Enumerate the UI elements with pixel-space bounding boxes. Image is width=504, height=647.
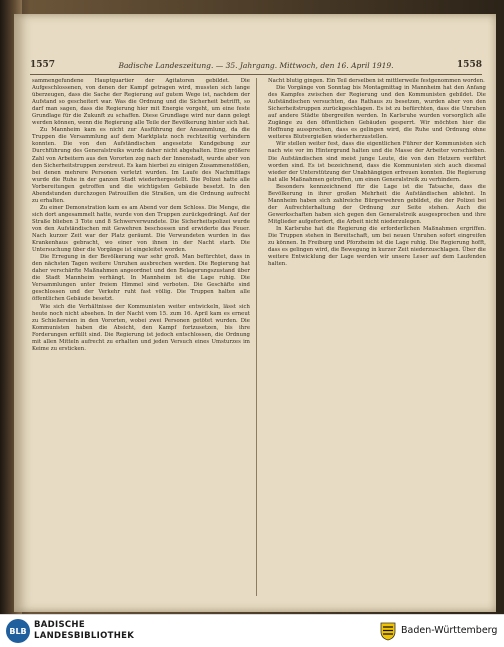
- right-page-number: 1558: [456, 60, 482, 70]
- paragraph: Die Vorgänge von Sonntag bis Montagmittag in Mannheim hat den Anfang des Kampfes zwischen der Regierung und den Kommunisten gebildet. Die Aufständischen versuchten, das Rathaus zu besetzen, wurden aber von den Sicherheitstruppen zurückgeschlagen. Es ist zu befürchten, dass die Unruhen auf andere Städte übergreifen werden. In Karlsruhe wurden vorsorglich alle Zugänge zu den öffentlichen Gebäuden gesperrt. Wir möchten hier die Hoffnung aussprechen, dass es gelingen wird, die Ruhe und Ordnung ohne weiteres Blutvergießen wiederherzustellen.: [268, 85, 486, 141]
- paragraph: Zu Mannheim kam es nicht zur Ausführung der Ansammlung, da die Truppen die Versammlung auf dem Marktplatz noch rechtzeitig verhindern konnten. Die von den Aufständischen angesetzte Kundgebung zur Durchführung des Generalstreiks wurde daher nicht abgehalten. Eine größere Zahl von Arbeitern aus den Vororten zog nach der Innenstadt, wurde aber von den Sicherheitstruppen zerstreut. Es kam hierbei zu einigen Zusammenstößen, bei denen mehrere Personen verletzt wurden. Im Laufe des Nachmittags wurde die Ruhe in der ganzen Stadt wiederhergestellt. Die Polizei hatte alle Vorbereitungen getroffen und die wichtigsten Gebäude besetzt. In den Abendstunden durchzogen Patrouillen die Straßen, um die Ordnung aufrecht zu erhalten.: [32, 127, 250, 204]
- left-column: [32, 78, 250, 353]
- left-page-number: 1557: [30, 60, 56, 70]
- paragraph: Die Erregung in der Bevölkerung war sehr groß. Man befürchtet, dass in den nächsten Tagen weitere Unruhen ausbrechen werden. Die Regierung hat daher verschärfte Maßnahmen angeordnet und den Belagerungszustand über die Stadt Mannheim verhängt. In Mannheim ist die Lage ruhig. Die Versammlungen unter freiem Himmel sind verboten. Die Geschäfte sind geschlossen und der Verkehr ruht fast völlig. Die Truppen halten alle öffentlichen Gebäude besetzt.: [32, 254, 250, 303]
- paragraph: sammengefundene Hauptquartier der Agitatoren gebildet. Die Aufgeschlossenen, von denen der Kampf getragen wird, mussten sich lange überzeugen, dass die Sache der Regierung auf gutem Wege ist, nachdem der Aufstand so gescheitert war. Was die Ordnung und die Sicherheit betrifft, so darf man sagen, dass die Regierung hier mit Energie vorgeht, um eine feste Grundlage für die Zukunft zu schaffen. Diese Grundlage wird nur dann gelegt werden können, wenn die Regierung alle Teile der Bevölkerung hinter sich hat.: [32, 78, 250, 127]
- blb-logo-icon[interactable]: BLB: [6, 619, 30, 643]
- paragraph: Zu einer Demonstration kam es am Abend vor dem Schloss. Die Menge, die sich dort angesammelt hatte, wurde von den Truppen zurückgedrängt. Auf der Straße blieben 3 Tote und 8 Schwerverwundete. Die Sicherheitspolizei wurde von den Aufständischen mit Gewehren beschossen und erwiderte das Feuer. Nach kurzer Zeit war der Platz geräumt. Die Verwundeten wurden in das Krankenhaus gebracht, wo einer von ihnen in der Nacht starb. Die Untersuchung über die Vorgänge ist eingeleitet worden.: [32, 204, 250, 254]
- header-rule: [30, 74, 482, 75]
- library-name-line2: LANDESBIBLIOTHEK: [34, 631, 135, 641]
- right-column: [268, 78, 486, 268]
- paragraph: In Karlsruhe hat die Regierung die erforderlichen Maßnahmen ergriffen. Die Truppen stehen in Bereitschaft, um bei neuen Unruhen sofort eingreifen zu können. In Freiburg und Pforzheim ist die Lage ruhig. Die Regierung hofft, dass es gelingen wird, die Bewegung in kurzer Zeit niederzuschlagen. Über die weitere Entwicklung der Lage werden wir unsere Leser auf dem Laufenden halten.: [268, 225, 486, 268]
- library-name-line1: BADISCHE: [34, 620, 85, 630]
- header-title: Badische Landeszeitung. — 35. Jahrgang. Mittwoch, den 16. April 1919.: [118, 60, 394, 70]
- coat-of-arms-icon: [380, 621, 396, 641]
- paragraph: Wie sich die Verhältnisse der Kommunisten weiter entwickeln, lässt sich heute noch nicht absehen. In der Nacht vom 15. zum 16. April kam es erneut zu Schießereien in den Vororten, wobei zwei Personen getötet wurden. Die Kommunisten haben die Absicht, den Kampf fortzusetzen, bis ihre Forderungen erfüllt sind. Die Regierung ist jedoch entschlossen, die Ordnung mit allen Mitteln aufrecht zu erhalten und jeden Versuch eines Umsturzes im Keime zu ersticken.: [32, 303, 250, 352]
- page-header: [30, 58, 482, 72]
- paragraph: Besonders kennzeichnend für die Lage ist die Tatsache, dass die Bevölkerung in ihrer großen Mehrheit die Aufständischen ablehnt. In Mannheim haben sich zahlreiche Bürgerwehren gebildet, die der Polizei bei der Aufrechterhaltung der Ordnung zur Seite stehen. Auch die Gewerkschaften haben sich gegen den Generalstreik ausgesprochen und ihre Mitglieder aufgefordert, die Arbeit nicht niederzulegen.: [268, 183, 486, 225]
- paragraph: Nacht blutig gingen. Ein Teil derselben ist mittlerweile festgenommen worden.: [268, 78, 485, 84]
- state-name[interactable]: Baden-Württemberg: [401, 625, 498, 636]
- paragraph: Wir stellen weiter fest, dass die eigentlichen Führer der Kommunisten sich nach wie vor im Hintergrund halten und die Masse der Arbeiter vorschieben. Die Aufständischen sind meist junge Leute, die von den Hetzern verführt worden sind. Es ist bezeichnend, dass die Kommunisten sich auch diesmal wieder der Unterstützung der Unabhängigen erfreuen konnten. Die Regierung hat alle Maßnahmen getroffen, um einen Generalstreik zu verhindern.: [268, 141, 486, 183]
- library-name[interactable]: [34, 620, 134, 642]
- column-divider: [256, 78, 257, 596]
- newspaper-page: [14, 14, 496, 612]
- library-footer: [0, 614, 504, 647]
